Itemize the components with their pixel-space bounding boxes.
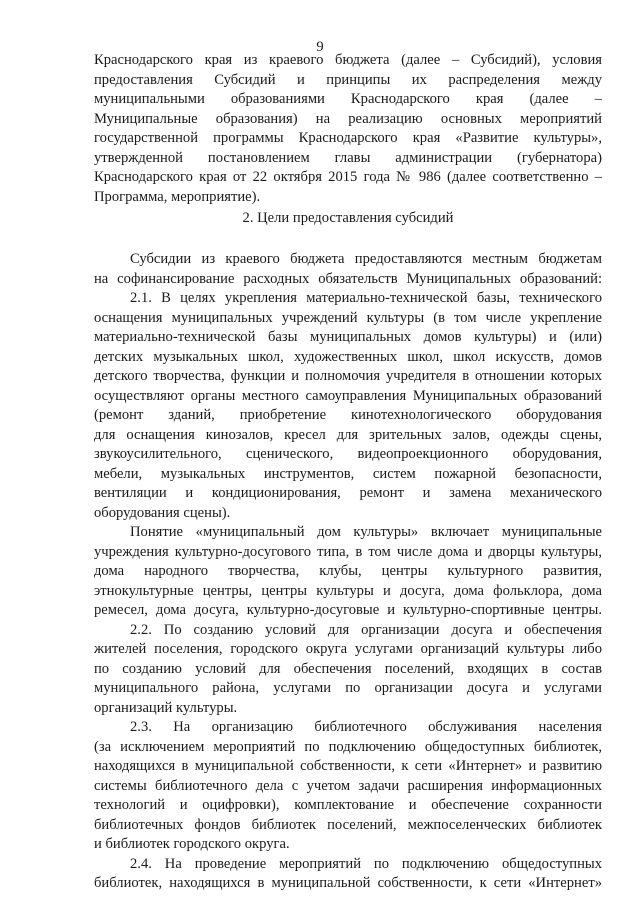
text-line: мебели, музыкальных инструментов, систем пожарной безопасности, (94, 465, 602, 482)
section-heading: 2. Цели предоставления субсидий (242, 210, 454, 226)
text-line: Субсидии из краевого бюджета предоставляются местным бюджетам (130, 251, 602, 267)
text-line: 2.2. По созданию условий для организации досуга и обеспечения (130, 621, 602, 638)
text-line: 2.4. На проведение мероприятий по подключению общедоступных (130, 855, 602, 872)
text-line: материально-технической базы муниципальных домов культуры) и (или) (94, 329, 602, 345)
text-line: детских музыкальных школ, художественных школ, школ искусств, домов (94, 348, 602, 365)
text-line: звукоусилительного, сценического, видеопроекционного оборудования, (94, 446, 602, 462)
text-line: на софинансирование расходных обязательств Муниципальных образований: (94, 270, 602, 287)
text-line: 2.1. В целях укрепления материально-технической базы, технического (130, 290, 602, 306)
text-line: государственной программы Краснодарского края «Развитие культуры», (94, 130, 602, 146)
text-line: этнокультурные центры, центры культуры и досуга, дома фольклора, дома (94, 582, 602, 599)
text-line: Муниципальные образования) на реализацию основных мероприятий (94, 110, 602, 127)
text-line: учреждения культурно-досугового типа, в том числе дома и дворцы культуры, (94, 543, 602, 560)
text-line: организаций культуры. (94, 699, 238, 716)
text-line: жителей поселения, городского округа услугами организаций культуры либо (94, 641, 602, 657)
text-line: Понятие «муниципальный дом культуры» включает муниципальные (130, 524, 602, 540)
text-line: Краснодарского края из краевого бюджета (далее – Субсидий), условия (94, 52, 602, 68)
text-line: для оснащения кинозалов, кресел для зрительных залов, одежды сцены, (94, 426, 602, 443)
text-line: ремесел, дома досуга, культурно-досуговые и культурно-спортивные центры. (94, 602, 602, 618)
text-line: дома народного творчества, клубы, центры культурного развития, (94, 563, 602, 579)
text-line: детского творчества, функции и полномочия учредителя в отношении которых (94, 368, 602, 384)
text-line: муниципального района, услугами по организации досуга и услугами (94, 680, 602, 696)
text-line: системы библиотечного дела с учетом задачи расширения информационных (94, 777, 602, 794)
text-line: библиотек, находящихся в муниципальной собственности, к сети «Интернет» (94, 875, 602, 891)
text-line: оснащения муниципальных учреждений культуры (в том числе укрепление (94, 309, 602, 326)
text-line: по созданию условий для обеспечения поселений, входящих в состав (94, 660, 602, 677)
text-line: оборудования сцены). (94, 504, 231, 521)
page-number: 9 (316, 39, 324, 55)
text-line: предоставления Субсидий и принципы их распределения между (94, 71, 602, 88)
text-line: утвержденной постановлением главы администрации (губернатора) (94, 149, 602, 166)
text-line: находящихся в муниципальной собственности, к сети «Интернет» и развитию (94, 758, 602, 774)
text-line: Краснодарского края от 22 октября 2015 года № 986 (далее соответственно – (94, 169, 602, 185)
text-line: Программа, мероприятие). (94, 188, 261, 205)
text-line: библиотечных фондов библиотек поселений, межпоселенческих библиотек (94, 816, 602, 833)
text-line: (ремонт зданий, приобретение кинотехнологического оборудования (94, 407, 602, 423)
text-line: муниципальными образованиями Краснодарского края (далее – (94, 91, 602, 107)
text-line: технологий и оцифровки), комплектование и обеспечение сохранности (94, 797, 602, 813)
text-line: (за исключением мероприятий по подключению общедоступных библиотек, (94, 738, 602, 755)
text-line: осуществляют органы местного самоуправления Муниципальных образований (94, 387, 602, 404)
text-line: вентиляции и кондиционирования, ремонт и замена механического (94, 485, 602, 501)
text-line: и библиотек городского округа. (94, 836, 290, 852)
text-line: 2.3. На организацию библиотечного обслуживания населения (130, 719, 602, 735)
